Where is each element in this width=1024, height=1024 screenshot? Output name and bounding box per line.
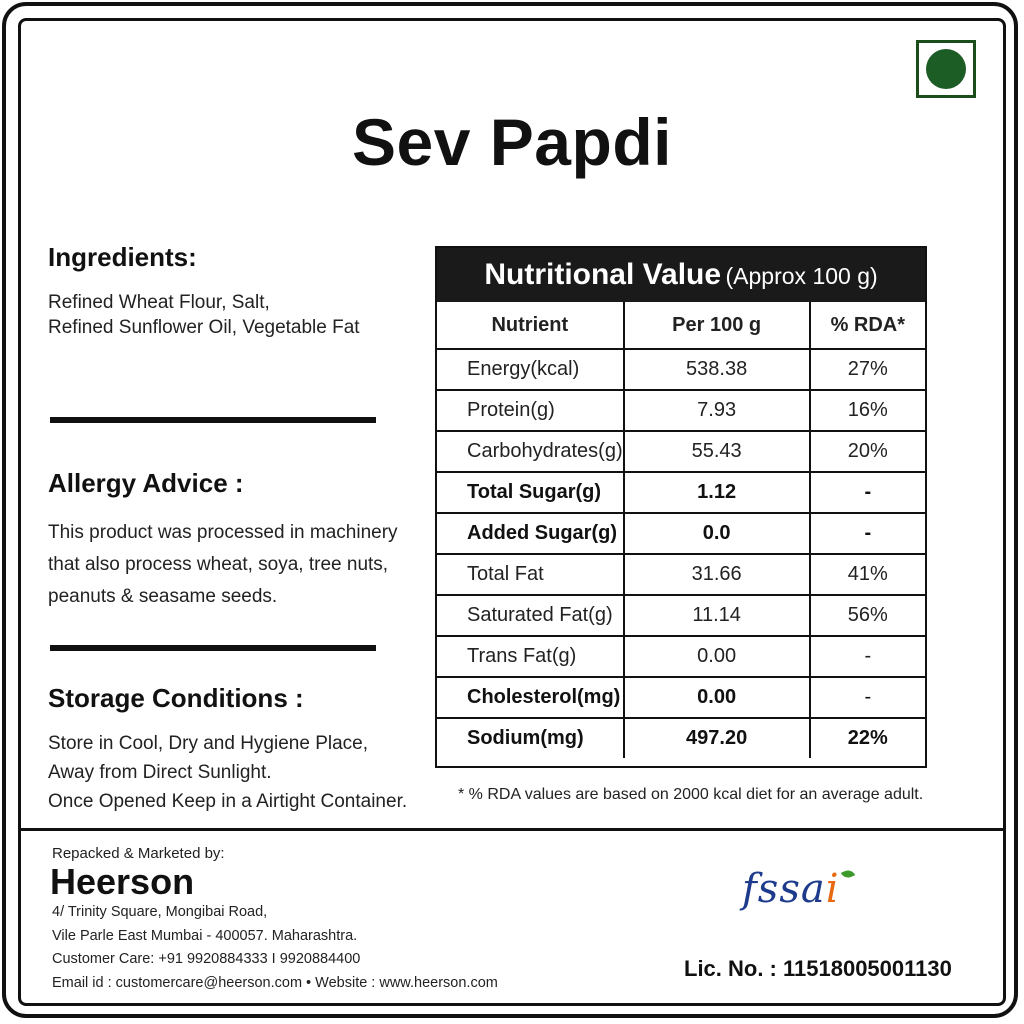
section-rule bbox=[50, 645, 376, 651]
allergy-line: This product was processed in machinery bbox=[48, 522, 398, 543]
nutrient-name: Carbohydrates(g) bbox=[437, 431, 624, 472]
ingredients-line: Refined Sunflower Oil, Vegetable Fat bbox=[48, 317, 360, 338]
nutrient-rda: 16% bbox=[810, 390, 925, 431]
table-row bbox=[437, 390, 925, 431]
nutrient-rda: 27% bbox=[810, 349, 925, 390]
nutrition-header bbox=[437, 248, 925, 302]
column-header-rda: % RDA* bbox=[810, 302, 925, 349]
nutrient-name: Added Sugar(g) bbox=[437, 513, 624, 554]
license-number: Lic. No. : 11518005001130 bbox=[684, 956, 952, 981]
nutrition-subtitle: (Approx 100 g) bbox=[725, 263, 878, 289]
nutrient-rda: - bbox=[810, 677, 925, 718]
table-row bbox=[437, 349, 925, 390]
nutrient-per100: 7.93 bbox=[624, 390, 810, 431]
section-rule bbox=[50, 417, 376, 423]
veg-dot bbox=[926, 49, 966, 89]
customer-care-line: Customer Care: +91 9920884333 I 9920884400 bbox=[52, 951, 361, 967]
brand-name: Heerson bbox=[50, 861, 195, 902]
fssai-logo-i: i bbox=[825, 866, 840, 912]
product-title: Sev Papdi bbox=[352, 105, 672, 179]
nutrition-table bbox=[435, 246, 927, 768]
ingredients-line: Refined Wheat Flour, Salt, bbox=[48, 292, 270, 313]
nutrient-rda: - bbox=[810, 472, 925, 513]
allergy-heading: Allergy Advice : bbox=[48, 468, 244, 498]
column-header-per100: Per 100 g bbox=[624, 302, 810, 349]
fssai-logo-text: fssa bbox=[742, 866, 826, 912]
nutrient-rda: - bbox=[810, 636, 925, 677]
nutrient-per100: 0.0 bbox=[624, 513, 810, 554]
nutrient-name: Protein(g) bbox=[437, 390, 624, 431]
nutrient-per100: 31.66 bbox=[624, 554, 810, 595]
nutrient-per100: 497.20 bbox=[624, 718, 810, 758]
nutrient-rda: 22% bbox=[810, 718, 925, 758]
address-line: Vile Parle East Mumbai - 400057. Maharashtra. bbox=[52, 928, 358, 944]
storage-line: Store in Cool, Dry and Hygiene Place, bbox=[48, 733, 368, 754]
nutrient-name: Total Fat bbox=[437, 554, 624, 595]
column-header-nutrient: Nutrient bbox=[437, 302, 624, 349]
allergy-text bbox=[48, 517, 398, 613]
footer-divider bbox=[18, 828, 1006, 831]
table-row bbox=[437, 718, 925, 758]
rda-footnote: * % RDA values are based on 2000 kcal diet for an average adult. bbox=[458, 786, 924, 803]
veg-mark-icon bbox=[916, 40, 976, 98]
nutrient-rda: 41% bbox=[810, 554, 925, 595]
table-row bbox=[437, 513, 925, 554]
nutrition-grid bbox=[437, 302, 925, 758]
allergy-line: peanuts & seasame seeds. bbox=[48, 586, 278, 607]
address-line: 4/ Trinity Square, Mongibai Road, bbox=[52, 904, 268, 920]
nutrient-name: Trans Fat(g) bbox=[437, 636, 624, 677]
table-row bbox=[437, 636, 925, 677]
fssai-leaf-icon bbox=[841, 868, 855, 880]
nutrient-rda: 56% bbox=[810, 595, 925, 636]
storage-line: Once Opened Keep in a Airtight Container. bbox=[48, 791, 408, 812]
table-row bbox=[437, 677, 925, 718]
table-row bbox=[437, 472, 925, 513]
allergy-line: that also process wheat, soya, tree nuts, bbox=[48, 554, 389, 575]
nutrient-name: Saturated Fat(g) bbox=[437, 595, 624, 636]
nutrient-name: Total Sugar(g) bbox=[437, 472, 624, 513]
table-row bbox=[437, 595, 925, 636]
storage-text bbox=[48, 729, 407, 816]
nutrition-title: Nutritional Value bbox=[484, 258, 722, 291]
ingredients-text bbox=[48, 290, 360, 340]
nutrient-name: Energy(kcal) bbox=[437, 349, 624, 390]
nutrient-per100: 538.38 bbox=[624, 349, 810, 390]
table-header-row bbox=[437, 302, 925, 349]
table-row bbox=[437, 554, 925, 595]
nutrient-per100: 55.43 bbox=[624, 431, 810, 472]
nutrient-name: Sodium(mg) bbox=[437, 718, 624, 758]
nutrient-per100: 11.14 bbox=[624, 595, 810, 636]
fssai-logo bbox=[742, 866, 862, 936]
nutrient-per100: 0.00 bbox=[624, 677, 810, 718]
nutrient-rda: 20% bbox=[810, 431, 925, 472]
marketed-by-label: Repacked & Marketed by: bbox=[52, 845, 225, 862]
storage-line: Away from Direct Sunlight. bbox=[48, 762, 272, 783]
nutrient-rda: - bbox=[810, 513, 925, 554]
nutrient-per100: 1.12 bbox=[624, 472, 810, 513]
nutrient-name: Cholesterol(mg) bbox=[437, 677, 624, 718]
ingredients-heading: Ingredients: bbox=[48, 242, 197, 272]
table-row bbox=[437, 431, 925, 472]
email-website-line: Email id : customercare@heerson.com • Website : www.heerson.com bbox=[52, 975, 498, 991]
storage-heading: Storage Conditions : bbox=[48, 683, 304, 713]
nutrient-per100: 0.00 bbox=[624, 636, 810, 677]
